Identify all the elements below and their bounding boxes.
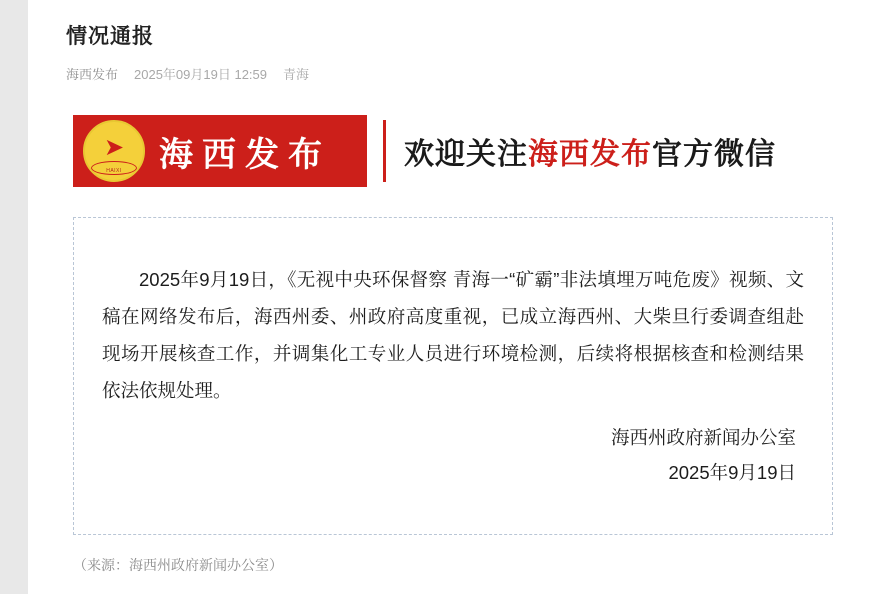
banner-slogan [404,129,776,173]
bird-glyph: ➤ [103,133,125,161]
signature-date: 2025年9月19日 [668,461,796,483]
slogan-prefix: 欢迎关注 [404,138,528,171]
meta-source[interactable]: 海西发布 [66,67,119,82]
haixi-logo-block [73,115,367,187]
banner-divider [383,120,386,182]
signature-org: 海西州政府新闻办公室 [610,426,796,448]
slogan-suffix: 官方微信 [652,138,776,171]
emblem-caption: HAIXI [106,168,122,174]
slogan-highlight: 海西发布 [528,138,652,171]
notice-body: 2025年9月19日，《无视中央环保督察 青海一“矿霸”非法填埋万吨危废》视频、文稿在网络发布后，海西州委、州政府高度重视，已成立海西州、大柴旦行委调查组赴现场开展核查工作，并调集化工专业人员进行环境检测，后续将根据核查和检测结果依法依规处理。 [102,268,804,401]
meta-datetime: 2025年09月19日 12:59 [134,67,267,82]
haixi-bird-emblem-icon [83,120,145,182]
notice-box [73,217,833,535]
source-note: （来源：海西州政府新闻办公室） [73,557,283,573]
page-left-rail [0,0,28,594]
article-content [28,0,871,594]
wechat-promo-banner [73,111,833,191]
page-title: 情况通报 [66,25,154,48]
article-meta [28,50,871,83]
meta-region: 青海 [283,67,310,82]
banner-logo-text: 海西发布 [159,135,331,174]
notice-signature [611,420,796,490]
